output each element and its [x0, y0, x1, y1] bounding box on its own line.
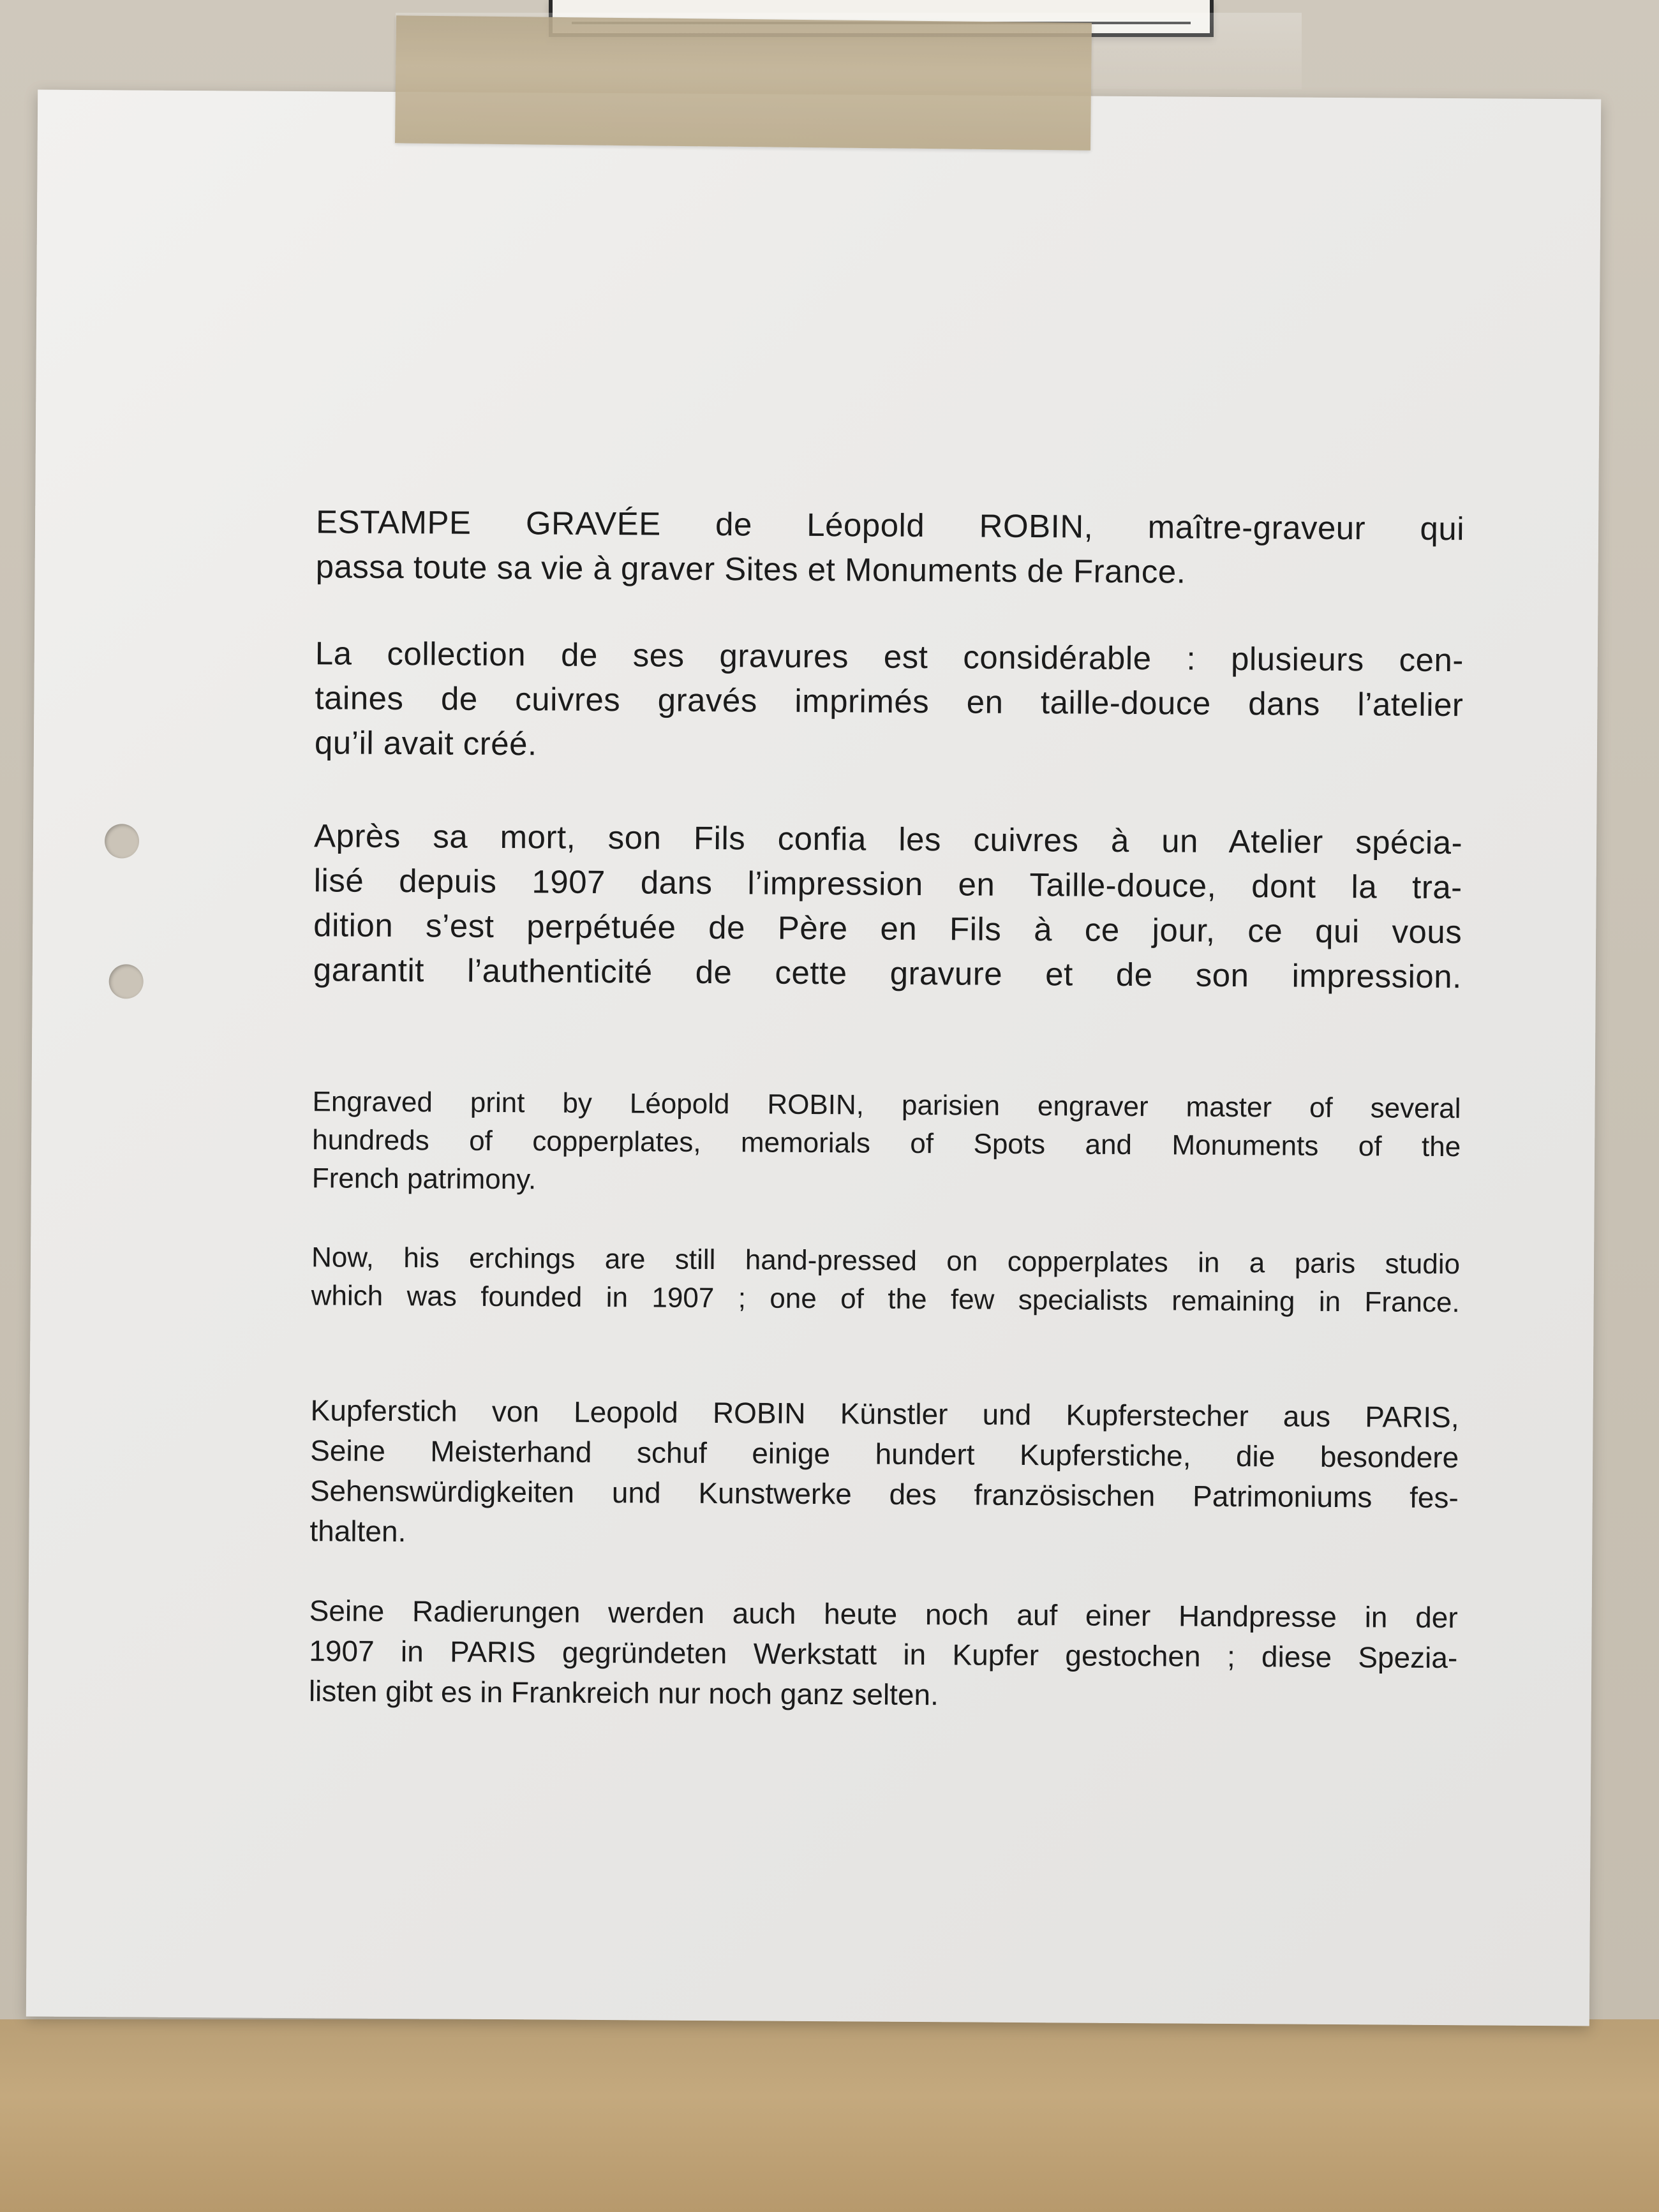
punch-hole: [109, 964, 144, 998]
masking-tape: [395, 15, 1092, 150]
english-paragraph-1: Engraved print by Léopold ROBIN, parisien engraver master of several hundreds of copperplates, memorials of Spots and Monuments of the French patrimony.: [311, 1086, 1461, 1196]
french-paragraph-2: La collection de ses gravures est considérable : plusieurs cen- taines de cuivres gravés imprimés en taille-douce dans l’atelier qu’il avait créé.: [314, 635, 1464, 762]
french-paragraph-1: ESTAMPE GRAVÉE de Léopold ROBIN, maître-graveur qui passa toute sa vie à graver Sites et Monuments de France.: [315, 503, 1465, 590]
german-paragraph-1: Kupferstich von Leopold ROBIN Künstler und Kupferstecher aus PARIS, Seine Meisterhand schuf einige hundert Kupferstiche, die besondere Sehenswürdigkeiten und Kunstwerke des französischen Patrimoniums fes- thalten.: [309, 1393, 1459, 1548]
notice-text: [309, 500, 1465, 1718]
paper-sheet: [26, 90, 1601, 2026]
german-paragraph-2: Seine Radierungen werden auch heute noch auf einer Handpresse in der 1907 in PARIS gegründeten Werkstatt in Kupfer gestochen ; diese Spezia- listen gibt es in Frankreich nur noch ganz selten.: [308, 1594, 1458, 1712]
backing-board: [0, 2019, 1659, 2212]
english-paragraph-2: Now, his erchings are still hand-pressed on copperplates in a paris studio which was founded in 1907 ; one of the few specialists remaining in France.: [311, 1242, 1461, 1319]
punch-hole: [105, 824, 139, 858]
french-paragraph-3: Après sa mort, son Fils confia les cuivres à un Atelier spécia- lisé depuis 1907 dans l’impression en Taille-douce, dont la tra- dition s’est perpétuée de Père en Fils à ce jour, ce qui vous garantit l’authenticité de cette gravure et de son impression.: [313, 817, 1463, 995]
